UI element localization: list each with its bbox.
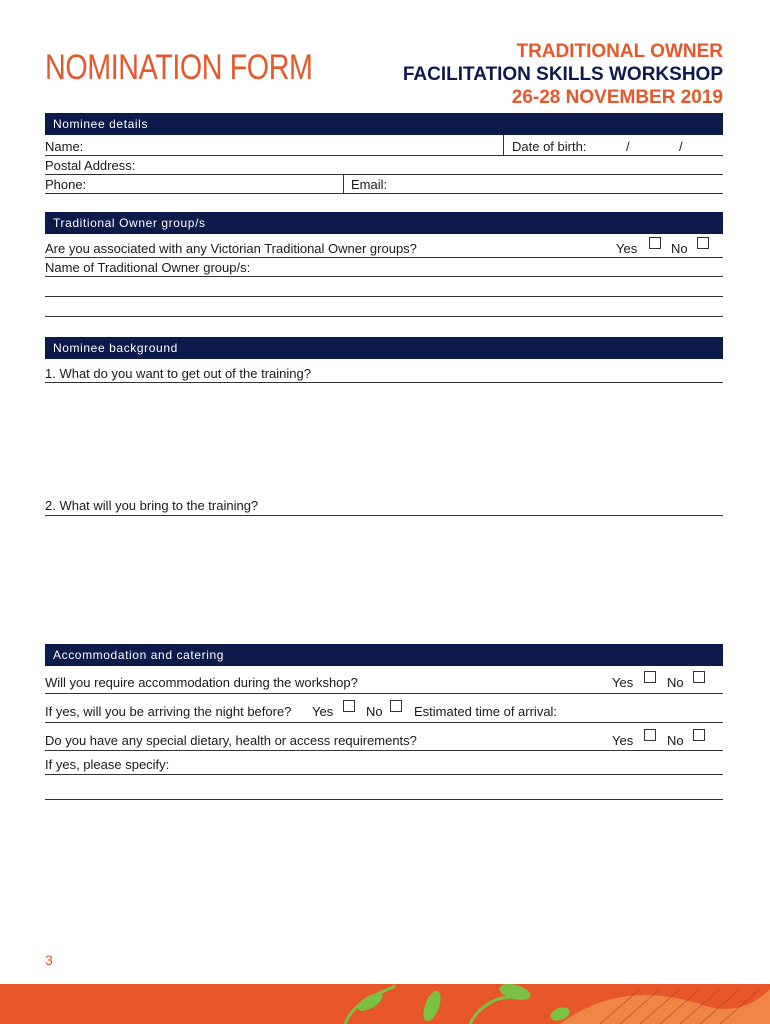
page-number: 3 <box>45 952 53 968</box>
no-checkbox[interactable] <box>693 671 705 683</box>
to-group-question: Are you associated with any Victorian Traditional Owner groups? <box>45 241 417 256</box>
event-line-2: FACILITATION SKILLS WORKSHOP <box>402 64 723 85</box>
no-label: No <box>366 704 383 719</box>
field-line <box>45 276 723 277</box>
yes-checkbox[interactable] <box>649 237 661 249</box>
no-label: No <box>667 733 684 748</box>
arrival-time-label: Estimated time of arrival: <box>414 704 558 719</box>
section-nominee-details: Nominee details <box>45 113 723 135</box>
field-line <box>45 750 723 751</box>
yes-checkbox[interactable] <box>644 671 656 683</box>
question-2: 2. What will you bring to the training? <box>45 498 259 513</box>
question-1: 1. What do you want to get out of the training? <box>45 366 311 381</box>
field-line <box>45 693 723 694</box>
phone-label: Phone: <box>45 177 87 192</box>
field-line <box>45 257 723 258</box>
section-nominee-background: Nominee background <box>45 337 723 359</box>
field-line <box>45 193 723 194</box>
field-line <box>45 155 723 156</box>
field-line <box>45 174 723 175</box>
name-label: Name: <box>45 139 84 154</box>
section-traditional-owner-groups: Traditional Owner group/s <box>45 212 723 234</box>
dob-label: Date of birth: <box>512 139 587 154</box>
field-line <box>45 774 723 775</box>
field-line <box>45 296 723 297</box>
dob-separator: / <box>626 139 630 154</box>
event-heading <box>403 40 723 109</box>
field-line <box>45 382 723 383</box>
to-group-name-label: Name of Traditional Owner group/s: <box>45 260 251 275</box>
divider <box>503 135 504 155</box>
no-checkbox[interactable] <box>697 237 709 249</box>
field-line <box>45 722 723 723</box>
specify-label: If yes, please specify: <box>45 757 170 772</box>
yes-label: Yes <box>612 733 634 748</box>
no-label: No <box>671 241 688 256</box>
section-accommodation-catering: Accommodation and catering <box>45 644 723 666</box>
decorative-footer-band <box>0 984 770 1024</box>
postal-address-label: Postal Address: <box>45 158 136 173</box>
answer-area-2[interactable] <box>45 519 723 639</box>
dob-separator: / <box>679 139 683 154</box>
night-before-question: If yes, will you be arriving the night before? <box>45 704 292 719</box>
leaf-pattern-illustration <box>0 984 770 1024</box>
dietary-question: Do you have any special dietary, health or access requirements? <box>45 733 417 748</box>
no-checkbox[interactable] <box>390 700 402 712</box>
answer-area-1[interactable] <box>45 386 723 496</box>
event-line-3: 26-28 NOVEMBER 2019 <box>511 87 723 108</box>
accommodation-question: Will you require accommodation during the workshop? <box>45 675 358 690</box>
event-line-1: TRADITIONAL OWNER <box>516 41 723 62</box>
yes-checkbox[interactable] <box>644 729 656 741</box>
no-label: No <box>667 675 684 690</box>
divider <box>343 174 344 194</box>
field-line <box>45 515 723 516</box>
yes-label: Yes <box>616 241 638 256</box>
no-checkbox[interactable] <box>693 729 705 741</box>
yes-checkbox[interactable] <box>343 700 355 712</box>
yes-label: Yes <box>312 704 334 719</box>
yes-label: Yes <box>612 675 634 690</box>
form-title: NOMINATION FORM <box>45 48 313 87</box>
field-line <box>45 799 723 800</box>
email-label: Email: <box>351 177 388 192</box>
field-line <box>45 316 723 317</box>
